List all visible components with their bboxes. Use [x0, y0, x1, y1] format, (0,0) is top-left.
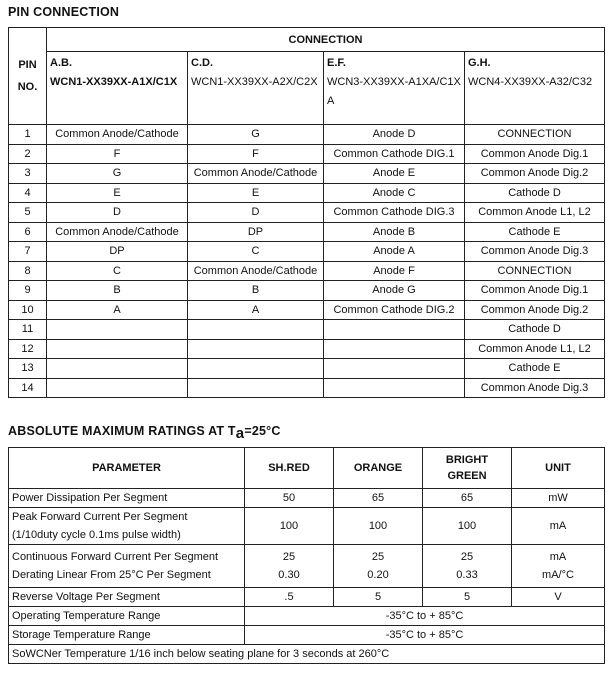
pin-cell-cd: D: [188, 203, 324, 223]
pin-cell-gh: Cathode D: [465, 320, 605, 340]
pin-row: [9, 183, 605, 203]
pin-cell-ef: Anode A: [324, 242, 465, 262]
pin-cell-pin: 8: [9, 261, 47, 281]
pin-row: [9, 320, 605, 340]
pin-cell-pin: 10: [9, 300, 47, 320]
reverse-row: Reverse Voltage Per Segment .5 5 5 V: [9, 588, 605, 607]
shred-header: SH.RED: [245, 448, 334, 489]
pin-cell-ef: [324, 320, 465, 340]
pin-cell-gh: CONNECTION: [465, 125, 605, 145]
storage-row: Storage Temperature Range -35°C to + 85°C: [9, 626, 605, 645]
pin-cell-gh: Common Anode Dig.2: [465, 164, 605, 184]
pin-cell-cd: G: [188, 125, 324, 145]
continuous-row: Continuous Forward Current Per Segment Derating Linear From 25°C Per Segment 25 0.30 25 0.20 25 0.33 mA mA/°C: [9, 545, 605, 588]
pin-row: [9, 125, 605, 145]
unit-header: UNIT: [512, 448, 605, 489]
pin-cell-pin: 13: [9, 359, 47, 379]
pin-cell-cd: [188, 359, 324, 379]
pin-row: [9, 144, 605, 164]
group-ab-header: A.B. WCN1-XX39XX-A1X/C1X: [47, 52, 188, 125]
pin-cell-gh: Common Anode Dig.1: [465, 144, 605, 164]
pin-cell-pin: 7: [9, 242, 47, 262]
pin-row: [9, 359, 605, 379]
pin-cell-ab: E: [47, 183, 188, 203]
pin-cell-ab: D: [47, 203, 188, 223]
pin-cell-ab: Common Anode/Cathode: [47, 222, 188, 242]
pin-cell-ab: Common Anode/Cathode: [47, 125, 188, 145]
pin-cell-gh: CONNECTION: [465, 261, 605, 281]
pin-cell-gh: Common Anode L1, L2: [465, 203, 605, 223]
pin-row: [9, 164, 605, 184]
parameter-header: PARAMETER: [9, 448, 245, 489]
orange-header: ORANGE: [334, 448, 423, 489]
pin-cell-pin: 1: [9, 125, 47, 145]
pin-row: [9, 261, 605, 281]
pin-cell-ab: DP: [47, 242, 188, 262]
pin-cell-pin: 11: [9, 320, 47, 340]
pin-cell-gh: Common Anode Dig.1: [465, 281, 605, 301]
pin-cell-ef: Anode E: [324, 164, 465, 184]
pin-row: [9, 222, 605, 242]
solder-row: SoWCNer Temperature 1/16 inch below seating plane for 3 seconds at 260°C: [9, 645, 605, 664]
pin-cell-ef: Anode G: [324, 281, 465, 301]
operating-row: Operating Temperature Range -35°C to + 85°C: [9, 607, 605, 626]
pin-cell-cd: [188, 378, 324, 398]
pin-cell-pin: 2: [9, 144, 47, 164]
pin-cell-ab: [47, 378, 188, 398]
power-row: Power Dissipation Per Segment 50 65 65 mW: [9, 489, 605, 508]
pin-cell-ab: G: [47, 164, 188, 184]
pin-cell-cd: A: [188, 300, 324, 320]
pin-cell-pin: 6: [9, 222, 47, 242]
pin-cell-pin: 14: [9, 378, 47, 398]
pin-cell-ef: [324, 339, 465, 359]
pin-cell-cd: [188, 339, 324, 359]
pin-cell-ab: F: [47, 144, 188, 164]
pin-row: [9, 300, 605, 320]
group-ef-header: E.F. WCN3-XX39XX-A1XA/C1XA: [324, 52, 465, 125]
pin-cell-ab: [47, 320, 188, 340]
pin-cell-ef: [324, 378, 465, 398]
pin-connection-title: PIN CONNECTION: [8, 5, 120, 19]
pin-cell-gh: Cathode E: [465, 359, 605, 379]
group-gh-header: G.H. WCN4-XX39XX-A32/C32: [465, 52, 605, 125]
pin-cell-cd: DP: [188, 222, 324, 242]
ratings-table: [8, 447, 605, 664]
pin-cell-ef: Anode F: [324, 261, 465, 281]
pin-row: [9, 281, 605, 301]
pin-cell-pin: 9: [9, 281, 47, 301]
peak-row: Peak Forward Current Per Segment (1/10duty cycle 0.1ms pulse width) 100 100 100 mA: [9, 508, 605, 545]
pin-cell-cd: Common Anode/Cathode: [188, 261, 324, 281]
pin-cell-ef: Common Cathode DIG.3: [324, 203, 465, 223]
pin-cell-cd: [188, 320, 324, 340]
pin-cell-ab: C: [47, 261, 188, 281]
pin-cell-ef: Common Cathode DIG.1: [324, 144, 465, 164]
ratings-title: ABSOLUTE MAXIMUM RATINGS AT Ta=25°C: [8, 424, 281, 442]
pin-cell-cd: C: [188, 242, 324, 262]
pin-cell-cd: F: [188, 144, 324, 164]
pin-cell-pin: 3: [9, 164, 47, 184]
pin-cell-pin: 12: [9, 339, 47, 359]
pin-cell-gh: Common Anode Dig.2: [465, 300, 605, 320]
pin-cell-pin: 4: [9, 183, 47, 203]
pin-rows: [9, 125, 605, 398]
pin-cell-gh: Common Anode L1, L2: [465, 339, 605, 359]
pin-connection-table: [8, 27, 605, 398]
pin-cell-gh: Common Anode Dig.3: [465, 378, 605, 398]
pin-no-header: PIN NO.: [9, 28, 47, 125]
pin-cell-ab: [47, 359, 188, 379]
pin-cell-ab: [47, 339, 188, 359]
pin-cell-ab: A: [47, 300, 188, 320]
pin-row: [9, 203, 605, 223]
pin-cell-ef: Anode D: [324, 125, 465, 145]
pin-cell-cd: B: [188, 281, 324, 301]
pin-cell-ef: Common Cathode DIG.2: [324, 300, 465, 320]
connection-header: CONNECTION: [47, 28, 605, 52]
pin-cell-gh: Cathode E: [465, 222, 605, 242]
pin-cell-gh: Cathode D: [465, 183, 605, 203]
pin-cell-ef: [324, 359, 465, 379]
pin-cell-pin: 5: [9, 203, 47, 223]
group-cd-header: C.D. WCN1-XX39XX-A2X/C2X: [188, 52, 324, 125]
pin-cell-ef: Anode B: [324, 222, 465, 242]
pin-row: [9, 378, 605, 398]
bright-green-header: BRIGHT GREEN: [423, 448, 512, 489]
pin-row: [9, 339, 605, 359]
pin-cell-cd: Common Anode/Cathode: [188, 164, 324, 184]
pin-cell-gh: Common Anode Dig.3: [465, 242, 605, 262]
pin-row: [9, 242, 605, 262]
pin-cell-ab: B: [47, 281, 188, 301]
pin-cell-ef: Anode C: [324, 183, 465, 203]
pin-cell-cd: E: [188, 183, 324, 203]
